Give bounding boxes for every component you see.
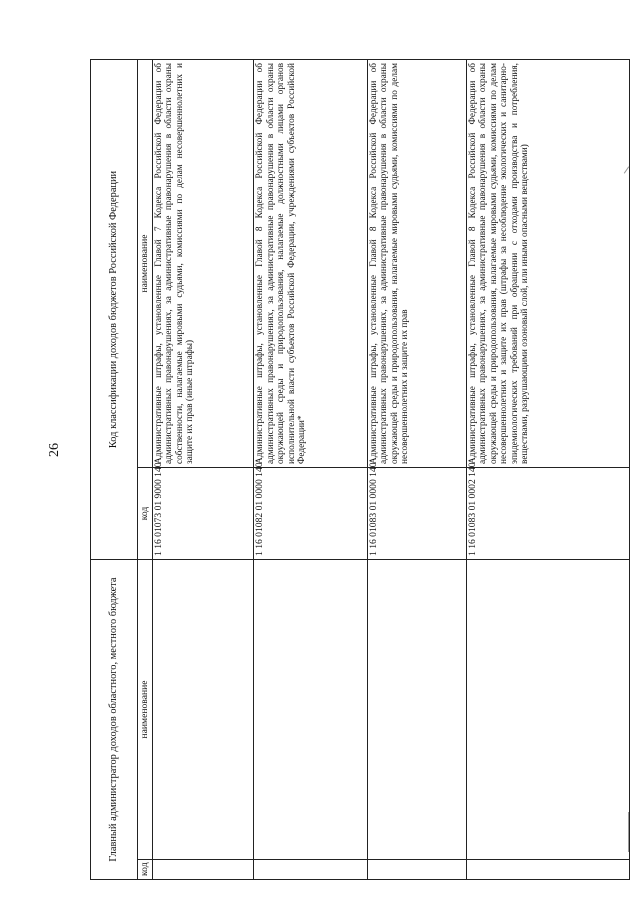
scan-edge-mark — [628, 812, 629, 852]
revenue-classification-table — [90, 59, 630, 880]
classification-code-cell: 1 16 01083 01 0002 140 — [466, 468, 629, 560]
classification-name-cell: Административные штрафы, установленные Главой 8 Кодекса Российской Федерации об административных правонарушениях, за административные правонарушения в области охраны окружающей среды и природопользования, налагаемые должностными лицами органов исполнительной власти субъектов Российской Федерации, учреждениями субъектов Российской Федерации* — [254, 60, 368, 468]
subheader-admin-code: код — [138, 860, 153, 880]
subheader-class-name: наименование — [138, 60, 153, 468]
classification-code-cell: 1 16 01073 01 9000 140 — [153, 468, 254, 560]
admin-code-cell — [153, 860, 254, 880]
classification-code-cell: 1 16 01083 01 0000 140 — [368, 468, 467, 560]
table-header-row — [91, 60, 138, 880]
admin-code-cell — [254, 860, 368, 880]
admin-name-cell — [368, 560, 467, 860]
subheader-admin-name: наименование — [138, 560, 153, 860]
subheader-class-code: код — [138, 468, 153, 560]
table-row — [368, 60, 467, 880]
admin-name-cell — [254, 560, 368, 860]
table-row — [466, 60, 629, 880]
page-number: 26 — [47, 443, 62, 457]
admin-name-cell — [466, 560, 629, 860]
admin-name-cell — [153, 560, 254, 860]
table-row — [254, 60, 368, 880]
classification-code-cell: 1 16 01082 01 0000 140 — [254, 468, 368, 560]
header-chief-administrator: Главный администратор доходов областного, местного бюджета — [91, 560, 138, 880]
admin-code-cell — [466, 860, 629, 880]
header-classification-code: Код классификации доходов бюджетов Российской Федерации — [91, 60, 138, 560]
classification-name-cell: Административные штрафы, установленные Главой 8 Кодекса Российской Федерации об административных правонарушениях, за административные правонарушения в области охраны окружающей среды и природопользования, налагаемые мировыми судьями, комиссиями по делам несовершеннолетних и защите их прав — [368, 60, 467, 468]
admin-code-cell — [368, 860, 467, 880]
classification-name-cell: Административные штрафы, установленные Главой 8 Кодекса Российской Федерации об административных правонарушениях, за административные правонарушения в области охраны окружающей среды и природопользования, налагаемые мировыми судьями, комиссиями по делам несовершеннолетних и защите их прав (штрафы за несоблюдение экологических и санитарно-эпидемиологических требований при обращении с отходами производства и потребления, веществами, разрушающими озоновый слой, или иными опасными веществами) — [466, 60, 629, 468]
classification-name-cell: Административные штрафы, установленные Главой 7 Кодекса Российской Федерации об административных правонарушениях, за административные правонарушения в области охраны собственности, налагаемые мировыми судьями, комиссиями по делам несовершеннолетних и защите их прав (иные штрафы) — [153, 60, 254, 468]
table-subheader-row — [138, 60, 153, 880]
table-row — [153, 60, 254, 880]
rotated-page-content — [90, 60, 630, 880]
